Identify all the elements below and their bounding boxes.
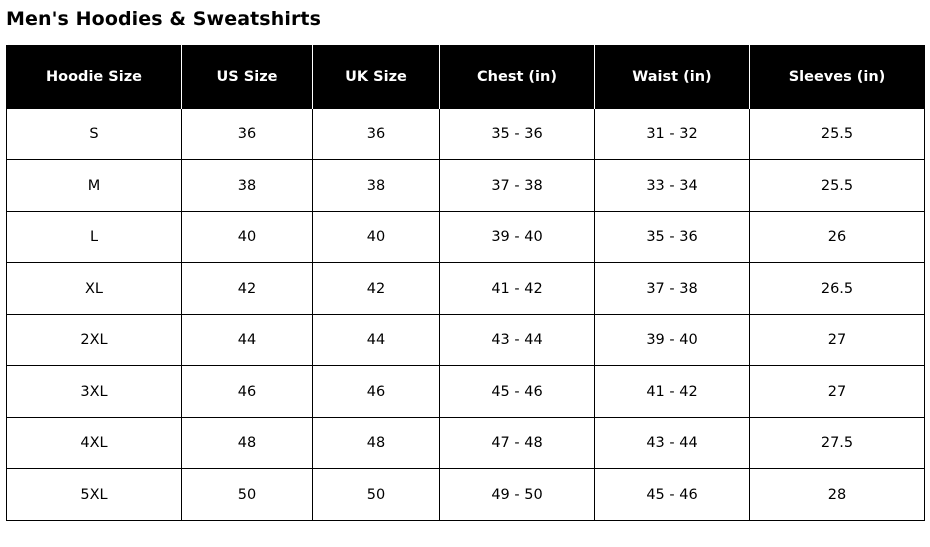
cell-sleeves: 27 <box>750 366 925 418</box>
cell-waist: 43 - 44 <box>595 417 750 469</box>
cell-hoodie-size: XL <box>7 263 182 315</box>
cell-us-size: 38 <box>182 160 313 212</box>
cell-chest: 39 - 40 <box>440 211 595 263</box>
cell-uk-size: 50 <box>313 469 440 521</box>
cell-uk-size: 46 <box>313 366 440 418</box>
cell-chest: 37 - 38 <box>440 160 595 212</box>
cell-chest: 43 - 44 <box>440 314 595 366</box>
cell-sleeves: 25.5 <box>750 108 925 160</box>
table-row <box>7 469 925 521</box>
column-header-us-size: US Size <box>182 45 313 108</box>
cell-chest: 41 - 42 <box>440 263 595 315</box>
cell-sleeves: 28 <box>750 469 925 521</box>
column-header-uk-size: UK Size <box>313 45 440 108</box>
cell-hoodie-size: 5XL <box>7 469 182 521</box>
cell-hoodie-size: 4XL <box>7 417 182 469</box>
cell-sleeves: 25.5 <box>750 160 925 212</box>
table-header <box>7 45 925 108</box>
cell-us-size: 46 <box>182 366 313 418</box>
cell-uk-size: 38 <box>313 160 440 212</box>
cell-waist: 41 - 42 <box>595 366 750 418</box>
cell-sleeves: 26.5 <box>750 263 925 315</box>
cell-us-size: 42 <box>182 263 313 315</box>
cell-sleeves: 27.5 <box>750 417 925 469</box>
column-header-chest: Chest (in) <box>440 45 595 108</box>
cell-us-size: 50 <box>182 469 313 521</box>
cell-waist: 37 - 38 <box>595 263 750 315</box>
cell-uk-size: 40 <box>313 211 440 263</box>
column-header-waist: Waist (in) <box>595 45 750 108</box>
table-row <box>7 263 925 315</box>
column-header-sleeves: Sleeves (in) <box>750 45 925 108</box>
cell-waist: 33 - 34 <box>595 160 750 212</box>
cell-us-size: 48 <box>182 417 313 469</box>
page-title: Men's Hoodies & Sweatshirts <box>6 8 322 30</box>
cell-sleeves: 27 <box>750 314 925 366</box>
size-table-container <box>0 31 930 521</box>
cell-uk-size: 42 <box>313 263 440 315</box>
table-body <box>7 108 925 520</box>
table-row <box>7 160 925 212</box>
column-header-hoodie-size: Hoodie Size <box>7 45 182 108</box>
cell-hoodie-size: 2XL <box>7 314 182 366</box>
cell-chest: 49 - 50 <box>440 469 595 521</box>
table-row <box>7 417 925 469</box>
cell-uk-size: 44 <box>313 314 440 366</box>
cell-waist: 39 - 40 <box>595 314 750 366</box>
cell-us-size: 36 <box>182 108 313 160</box>
table-header-row <box>7 45 925 108</box>
cell-hoodie-size: 3XL <box>7 366 182 418</box>
table-row <box>7 314 925 366</box>
cell-us-size: 40 <box>182 211 313 263</box>
cell-uk-size: 36 <box>313 108 440 160</box>
size-chart-table <box>6 45 925 521</box>
table-row <box>7 366 925 418</box>
cell-hoodie-size: L <box>7 211 182 263</box>
cell-waist: 31 - 32 <box>595 108 750 160</box>
cell-sleeves: 26 <box>750 211 925 263</box>
cell-hoodie-size: S <box>7 108 182 160</box>
cell-us-size: 44 <box>182 314 313 366</box>
cell-waist: 35 - 36 <box>595 211 750 263</box>
cell-hoodie-size: M <box>7 160 182 212</box>
cell-uk-size: 48 <box>313 417 440 469</box>
table-row <box>7 108 925 160</box>
cell-chest: 47 - 48 <box>440 417 595 469</box>
cell-waist: 45 - 46 <box>595 469 750 521</box>
table-row <box>7 211 925 263</box>
cell-chest: 35 - 36 <box>440 108 595 160</box>
cell-chest: 45 - 46 <box>440 366 595 418</box>
